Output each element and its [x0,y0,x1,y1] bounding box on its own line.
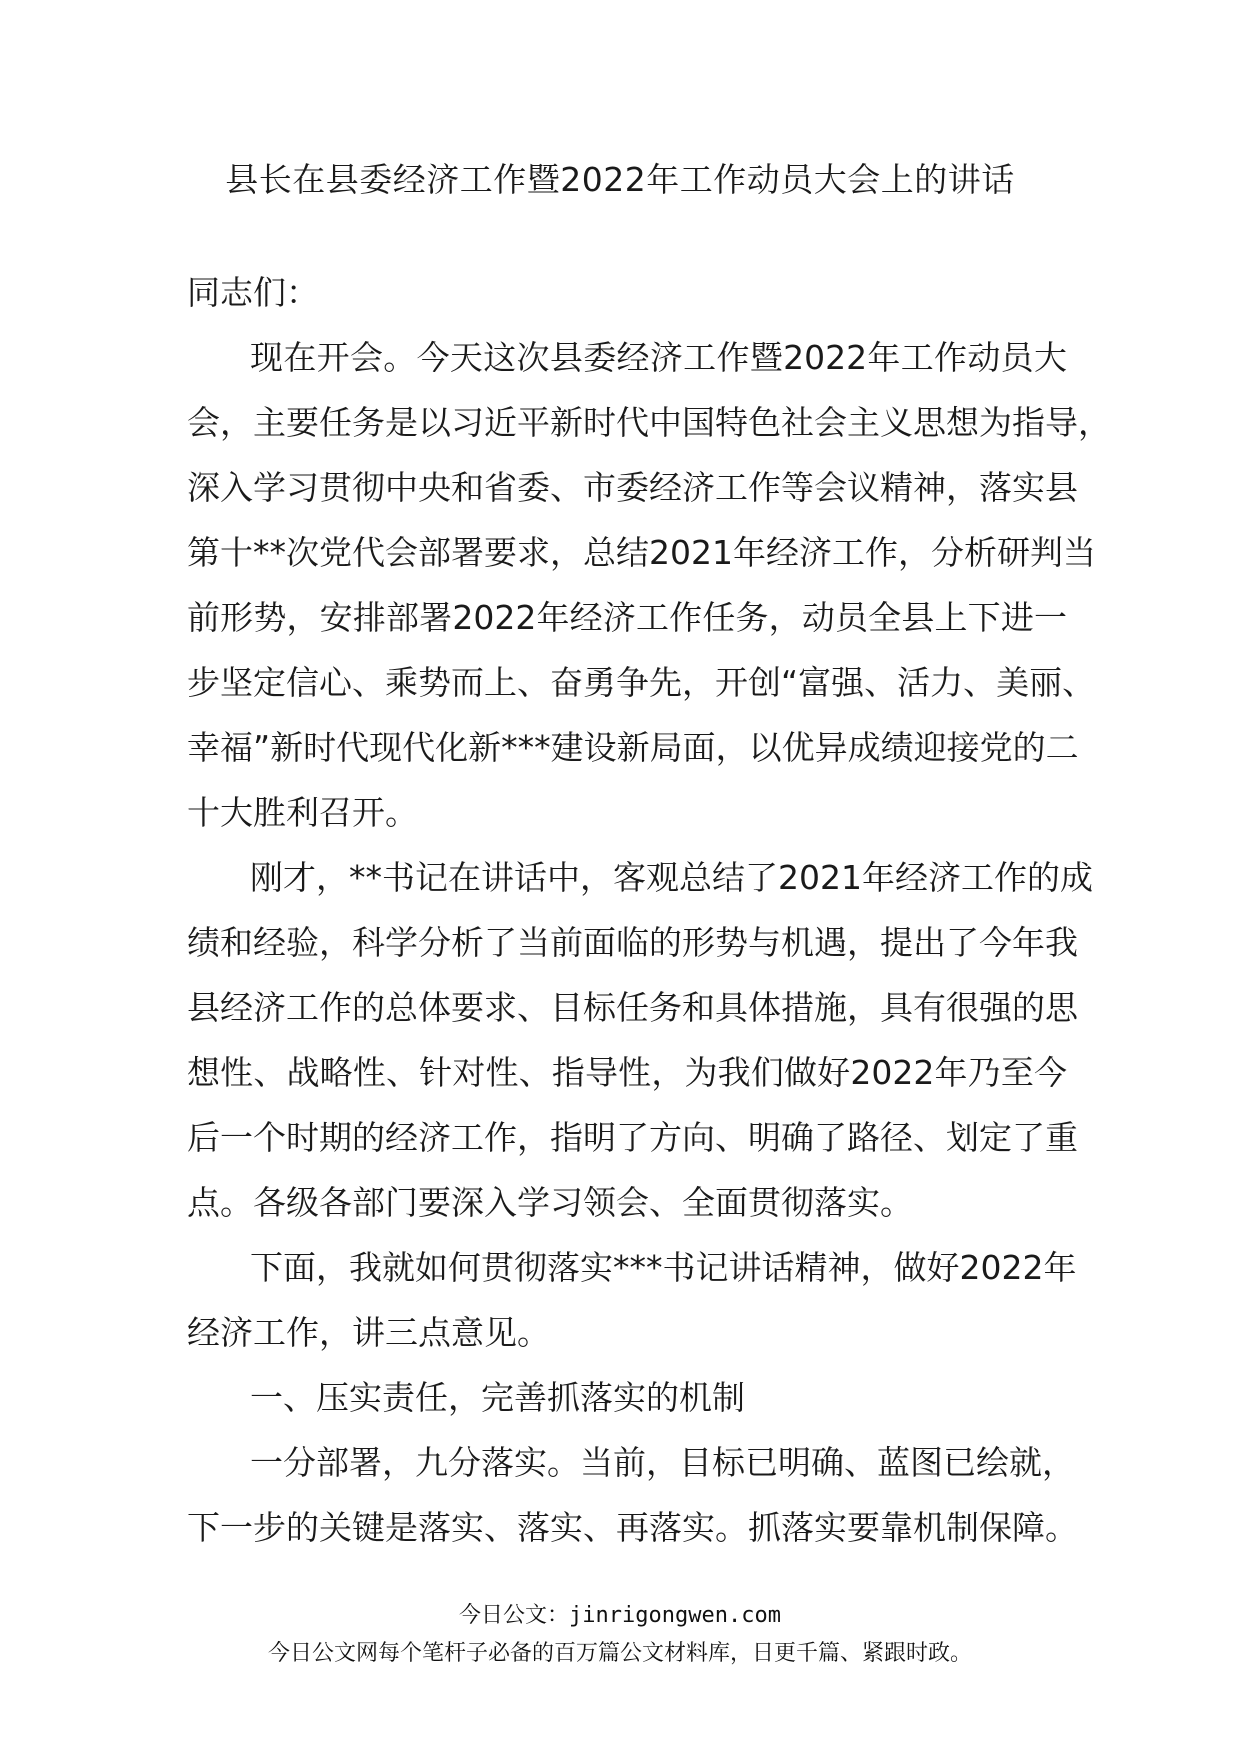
paragraph-line: 一分部署，九分落实。当前，目标已明确、蓝图已绘就， [250,1443,1075,1482]
paragraph-line: 想性、战略性、针对性、指导性，为我们做好2022年乃至今 [187,1053,1067,1092]
paragraph-line: 点。各级各部门要深入学习领会、全面贯彻落实。 [187,1183,913,1222]
paragraph-line: 十大胜利召开。 [187,793,418,832]
paragraph-line: 后一个时期的经济工作，指明了方向、明确了路径、划定了重 [187,1118,1078,1157]
paragraph-line: 会，主要任务是以习近平新时代中国特色社会主义思想为指导， [187,403,1111,442]
paragraph-line: 经济工作，讲三点意见。 [187,1313,550,1352]
paragraph-5 [187,1430,1078,1560]
section-heading-1 [187,1365,1067,1430]
paragraph-line: 幸福”新时代现代化新***建设新局面，以优异成绩迎接党的二 [187,728,1079,767]
paragraph-line: 步坚定信心、乘势而上、奋勇争先，开创“富强、活力、美丽、 [187,663,1096,702]
paragraph-2 [187,845,1093,1235]
paragraph-line: 下面，我就如何贯彻落实***书记讲话精神，做好2022年 [250,1248,1077,1287]
paragraph-line: 前形势，安排部署2022年经济工作任务，动员全县上下进一 [187,598,1067,637]
document-title: 县长在县委经济工作暨2022年工作动员大会上的讲话 [225,160,1015,199]
paragraph-1 [187,325,1111,845]
paragraph-line: 下一步的关键是落实、落实、再落实。抓落实要靠机制保障。 [187,1508,1078,1547]
paragraph-line: 刚才，**书记在讲话中，客观总结了2021年经济工作的成 [250,858,1093,897]
paragraph-line: 绩和经验，科学分析了当前面临的形势与机遇，提出了今年我 [187,923,1078,962]
paragraph-line: 第十**次党代会部署要求，总结2021年经济工作，分析研判当 [187,533,1096,572]
paragraph-line: 深入学习贯彻中央和省委、市委经济工作等会议精神，落实县 [187,468,1078,507]
footer-slogan: 今日公文网每个笔杆子必备的百万篇公文材料库，日更千篇、紧跟时政。 [267,1641,972,1666]
paragraph-line: 县经济工作的总体要求、目标任务和具体措施，具有很强的思 [187,988,1078,1027]
section-heading: 一、压实责任，完善抓落实的机制 [250,1378,745,1417]
paragraph-3 [187,1235,1077,1365]
document-body [187,260,1111,1560]
footer-site-link: 今日公文：jinrigongwen.com [459,1603,781,1628]
paragraph-line: 现在开会。今天这次县委经济工作暨2022年工作动员大 [250,338,1067,377]
salutation: 同志们： [187,273,319,312]
